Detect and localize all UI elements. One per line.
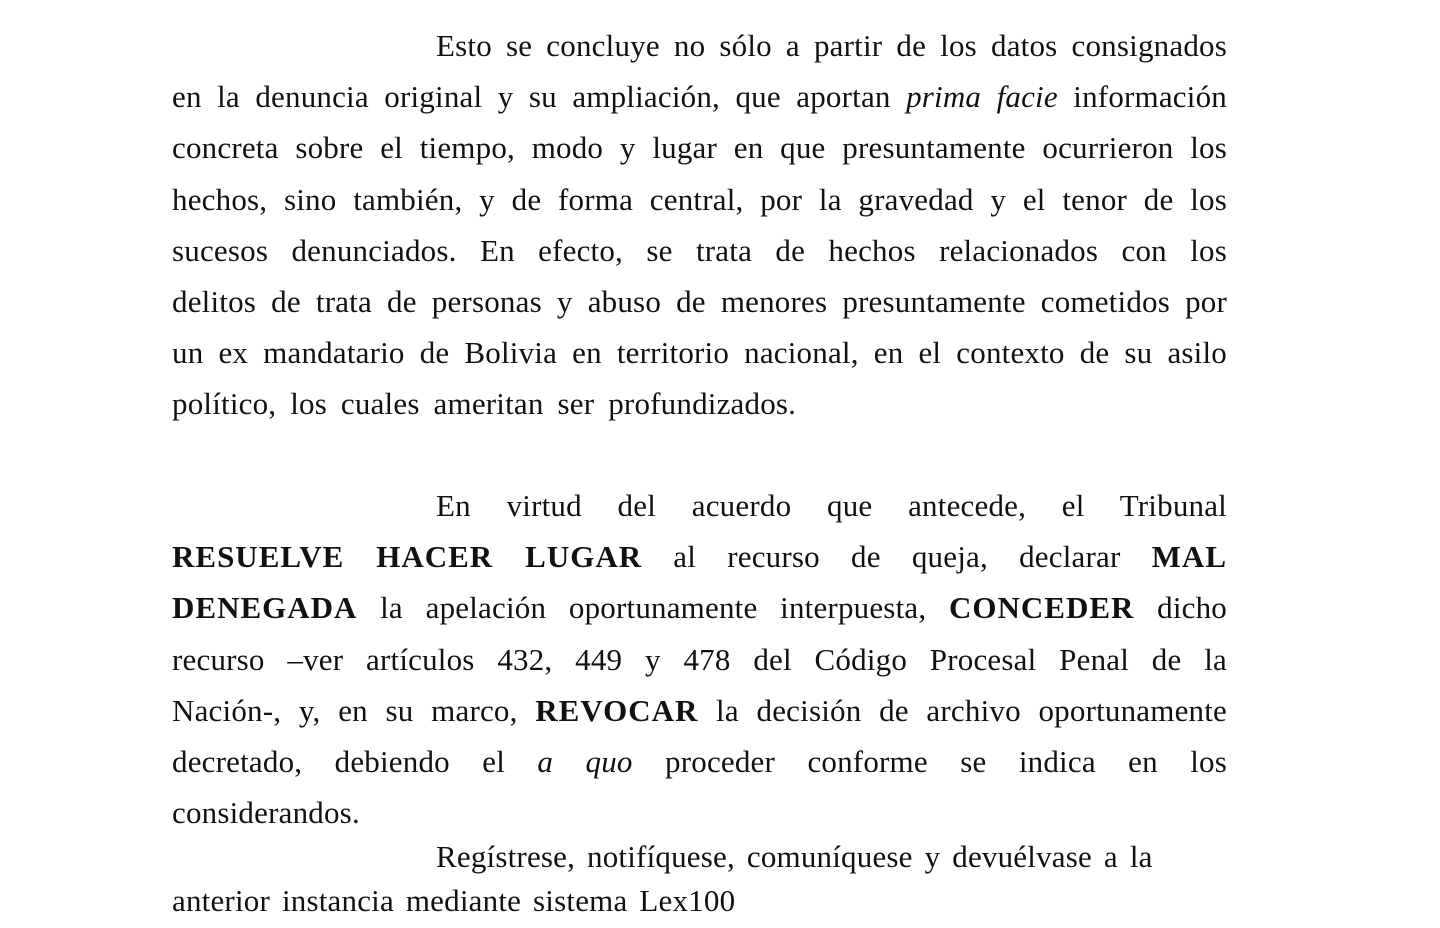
paragraph-2-italic-a-quo: a quo — [537, 744, 633, 780]
paragraph-2-text-d: dicho recurso –ver artículos 432, 449 y 478 del Código Procesal Penal de la Nación-, y, en su marco, — [172, 590, 1227, 728]
paragraph-2-text-b: al recurso de queja, declarar — [642, 539, 1152, 575]
resolution-resuelve-hacer-lugar: RESUELVE HACER LUGAR — [172, 539, 643, 575]
paragraph-2-text-a: En virtud del acuerdo que antecede, el Tribunal — [436, 488, 1227, 523]
resolution-conceder: CONCEDER — [949, 590, 1135, 626]
paragraph-conclusion — [172, 20, 1227, 430]
paragraph-2-text-c: la apelación oportunamente interpuesta, — [357, 590, 949, 626]
paragraph-2-text-f: proceder conforme se indica en los considerandos. — [172, 744, 1228, 831]
paragraph-1-text-a: Esto se concluye no sólo a partir de los datos consignados en la denuncia original y su ampliación, que aportan — [172, 28, 1227, 115]
resolution-revocar: REVOCAR — [535, 692, 699, 728]
paragraph-1-italic-prima-facie: prima facie — [906, 79, 1058, 115]
resolution-mal-denegada: MAL DENEGADA — [172, 539, 1227, 626]
paragraph-3-text: Regístrese, notifíquese, comuníquese y devuélvase a la anterior instancia mediante sistema Lex100 — [172, 839, 1153, 918]
paragraph-resolution — [172, 480, 1227, 838]
paragraph-2-text-e: la decisión de archivo oportunamente decretado, debiendo el — [172, 692, 1228, 780]
paragraph-register — [172, 835, 1227, 923]
paragraph-1-text-b: información concreta sobre el tiempo, modo y lugar en que presuntamente ocurrieron los hechos, sino también, y de forma central, por la gravedad y el tenor de los sucesos denunciados. En efecto, se trata de hechos relacionados con los delitos de trata de personas y abuso de menores presuntamente cometidos por un ex mandatario de Bolivia en territorio nacional, en el contexto de su asilo político, los cuales ameritan ser profundizados. — [172, 79, 1227, 422]
